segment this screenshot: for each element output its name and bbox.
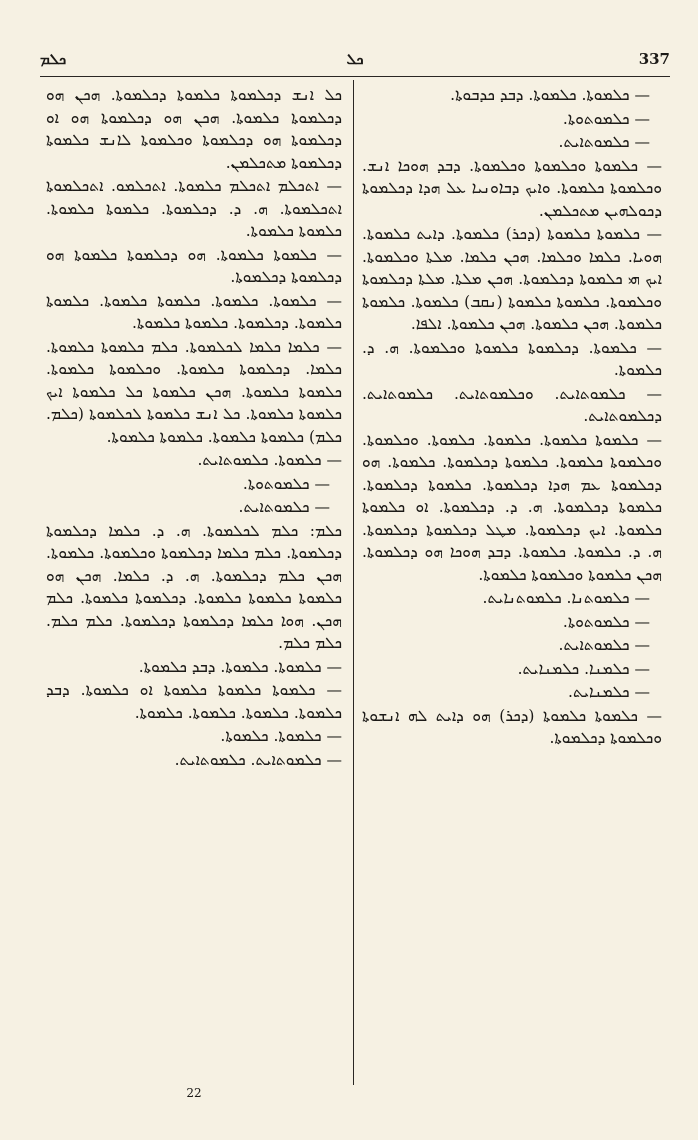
dictionary-entry: — ܟܠܡܘܬܐ ܘܟܠܡܘܬܐ ܘܟܠܡܘܬܐ. ܕܒܕ ܗܘܟܐ ܐܢܫ. ܘܟܠܡܘܬܐ ܟܠܡܘܬܐ. ܘܐܝܟ ܕܒܐܘܢܝܐ ܥܠ ܗܕܐ ܕܟܠܡܘܬܐ ܕܟܘܠܗܝܢ ܡܬܟܠܡܢ. — [362, 156, 662, 220]
dictionary-entry: — ܟܠܡܘܬܢܐ. ܟܠܡܘܬܢܐܝܬ. — [482, 589, 650, 607]
dictionary-entry: — ܟܠܡܐ ܟܠܡܐ ܠܟܠܡܘܬܐ. ܟܠܡ ܟܠܡܘܬܐ ܟܠܡܘܬܐ. ܟܠܡܐ. ܕܟܠܡܘܬܐ ܟܠܡܘܬܐ. ܘܟܠܡܘܬܐ ܟܠܡܘܬܐ. ܟܠܡܘܬܐ ܟܠܡܘܬܐ. ܗܟܢ ܟܠܡܘܬܐ ܟܠ ܟܠܡܘܬܐ ܐܝܟ ܟܠܡܘܬܐ ܟܠܡܘܬܐ. ܟܠ ܐܢܫ ܟܠܡܘܬܐ ܠܟܠܡܘܬܐ (ܟܠܡ. ܟܠܡ) ܟܠܡܘܬܐ ܟܠܡܘܬܐ. ܟܠܡܘܬܐ ܟܠܡܘܬܐ. — [46, 337, 342, 446]
left-column — [46, 84, 342, 772]
dictionary-entry: — ܟܠܡܘܬܘܬܐ. — [242, 474, 330, 493]
dictionary-entry: — ܟܠܡܘܬܐܝܬ. ܘܟܠܡܘܬܐܝܬ. ܟܠܡܘܬܐܝܬ. ܕܟܠܡܘܬܐܝܬ. — [362, 384, 662, 425]
header-center-word: ܟܠ — [346, 50, 364, 68]
dictionary-entry: — ܟܠܡܘܬܐܝܬ. — [238, 498, 330, 516]
dictionary-entry: ܟܠܡ: ܟܠܡ ܠܟܠܡܘܬܐ. ܗ. ܕ. ܟܠܡܐ ܕܟܠܡܘܬܐ ܕܟܠܡܘܬܐ. ܟܠܡ ܟܠܡܐ ܕܟܠܡܘܬܐ ܘܟܠܡܘܬܐ. ܟܠܡܘܬܐ. ܗܟܢ ܟܠܡ ܕܟܠܡܘܬܐ. ܗ. ܕ. ܟܠܡܐ. ܗܟܢ ܗܘ ܟܠܡܘܬܐ ܟܠܡܘܬܐ ܟܠܡܘܬܐ. ܕܟܠܡܘܬܐ ܟܠܡܘܬܐ. ܟܠܡ ܗܟܢ. ܗܘܐ ܟܠܡܐ ܕܟܠܡܘܬܐ ܕܟܠܡܘܬܐ. ܟܠܡ ܟܠܡ. ܟܠܡ ܟܠܡ. — [46, 521, 342, 652]
dictionary-entry: — ܟܠܡܘܬܐ. ܟܠܡܘܬܐܝܬ. — [197, 451, 342, 469]
dictionary-entry: — ܟܠܡܘܬܐ. ܟܠܡܘܬܐ. ܕܒܕ ܟܠܡܘܬܐ. — [138, 657, 342, 676]
right-column — [362, 84, 662, 751]
dictionary-entry: — ܟܠܡܘܬܐܝܬ. ܟܠܡܘܬܐܝܬ. — [174, 750, 342, 769]
dictionary-entry: — ܟܠܡܘܬܐ ܟܠܡܘܬܐ. ܟܠܡܘܬܐ. ܟܠܡܘܬܐ. ܘܟܠܡܘܬܐ. ܘܟܠܡܘܬܐ ܟܠܡܘܬܐ. ܟܠܡܘܬܐ ܕܟܠܡܘܬܐ. ܟܠܡܘܬܐ. ܗܘ ܕܟܠܡܘܬܐ ܥܡ ܗܕܐ ܕܟܠܡܘܬܐ. ܟܠܡܘܬܐ ܕܟܠܡܘܬܐ. ܟܠܡܘܬܐ ܕܟܠܡܘܬܐ. ܗ. ܕ. ܕܟܠܡܘܬܐ. ܐܘ ܟܠܡܘܬܐ ܟܠܡܘܬܐ. ܐܝܟ ܕܟܠܡܘܬܐ. ܡܛܠ ܕܟܠܡܘܬܐ ܕܟܠܡܘܬܐ. ܗ. ܕ. ܟܠܡܘܬܐ. ܟܠܡܘܬܐ. ܕܒܕ ܗܘܟܐ ܗܘ ܕܟܠܡܘܬܐ. ܗܟܢ ܟܠܡܘܬܐ ܘܟܠܡܘܬܐ ܟܠܡܘܬܐ. — [362, 430, 662, 584]
running-header — [40, 50, 670, 78]
dictionary-entry: — ܟܠܡܘܬܐ. ܕܟܠܡܘܬܐ ܟܠܡܘܬܐ ܘܟܠܡܘܬܐ. ܗ. ܕ. ܟܠܡܘܬܐ. — [362, 338, 662, 379]
dictionary-entry: — ܟܠܡܘܬܘܬܐ. — [562, 109, 650, 128]
column-divider — [353, 80, 354, 1085]
dictionary-entry: — ܐܬܟܠܡ ܐܬܟܠܡ ܟܠܡܘܬܐ. ܐܬܟܠܡܘ. ܐܬܟܠܡܘܬܐ ܐܬܟܠܡܘܬܐ. ܗ. ܕ. ܕܟܠܡܘܬܐ. ܟܠܡܘܬܐ ܟܠܡܘܬܐ. ܟܠܡܘܬܐ ܟܠܡܘܬܐ. — [46, 177, 342, 240]
dictionary-entry: — ܟܠܡܘܬܐ ܟܠܡܘܬܐ (ܕܟܪ) ܟܠܡܘܬܐ. ܕܐܝܬ ܟܠܡܘܬܐ. ܗܘܝܐ. ܟܠܡܐ ܘܟܠܡܐ. ܗܟܢ ܟܠܡܐ. ܡܠܬܐ ܘܟܠܡܘܬܐ. ܐܝܟ ܗܝ ܟܠܡܘܬܐ ܕܟܠܡܘܬܐ. ܗܟܢ ܡܠܬܐ. ܡܠܬܐ ܕܟܠܡܘܬܐ ܘܟܠܡܘܬܐ. ܟܠܡܘܬܐ ܟܠܡܘܬܐ (ܢܩܒ) ܟܠܡܘܬܐ. ܟܠܡܘܬܐ ܟܠܡܘܬܐ. ܗܟܢ ܟܠܡܘܬܐ. ܗܟܢ ܟܠܡܘܬܐ. ܐܠܦܐ. — [362, 225, 662, 333]
dictionary-entry: — ܟܠܡܘܬܐܝܬ. — [558, 133, 650, 151]
dictionary-entry: — ܟܠܡܘܬܐܝܬ. — [558, 636, 650, 654]
dictionary-entry: ܟܠ ܐܢܫ ܕܟܠܡܘܬܐ ܟܠܡܘܬܐ ܕܟܠܡܘܬܐ. ܗܟܢ ܗܘ ܕܟܠܡܘܬܐ ܟܠܡܘܬܐ. ܗܟܢ ܗܘ ܕܟܠܡܘܬܐ ܗܘ ܐܘ ܕܟܠܡܘܬܐ ܗܘ ܕܟܠܡܘܬܐ ܘܟܠܡܘܬܐ ܠܐܢܫ ܟܠܡܘܬܐ ܕܟܠܡܘܬܐ ܡܬܟܠܡܢ. — [46, 86, 342, 172]
dictionary-entry: — ܟܠܡܘܬܐ. ܟܠܡܘܬܐ. ܟܠܡܘܬܐ ܟܠܡܘܬܐ. ܟܠܡܘܬܐ ܟܠܡܘܬܐ. ܕܟܠܡܘܬܐ. ܟܠܡܘܬܐ ܟܠܡܘܬܐ. — [46, 291, 342, 332]
header-left-word: ܟܠܡ — [40, 50, 67, 68]
dictionary-entry: — ܟܠܡܘܬܐ. ܟܠܡܘܬܐ. ܕܒܕ ܟܕܒܘܬܐ. — [450, 86, 650, 104]
header-rule — [40, 76, 670, 77]
dictionary-entry: — ܟܠܡܢܐܝܬ. — [568, 683, 650, 701]
dictionary-entry: — ܟܠܡܘܬܐ ܟܠܡܘܬܐ (ܕܟܪ) ܗܘ ܕܐܝܬ ܠܗ ܐܢܫܘܬܐ ܘܟܠܡܘܬܐ ܕܟܠܡܘܬܐ. — [362, 706, 662, 747]
dictionary-entry: — ܟܠܡܘܬܘܬܐ. — [562, 612, 650, 631]
dictionary-entry: — ܟܠܡܘܬܐ ܟܠܡܘܬܐ ܟܠܡܘܬܐ ܐܘ ܟܠܡܘܬܐ. ܕܒܕ ܟܠܡܘܬܐ. ܟܠܡܘܬܐ. ܟܠܡܘܬܐ. ܟܠܡܘܬܐ. — [46, 681, 342, 722]
dictionary-entry: — ܟܠܡܘܬܐ. ܟܠܡܘܬܐ. — [220, 727, 342, 745]
dictionary-entry: — ܟܠܡܢܐ. ܟܠܡܢܐܝܬ. — [517, 659, 650, 678]
page-number: 337 — [638, 50, 670, 68]
dictionary-entry: — ܟܠܡܘܬܐ ܟܠܡܘܬܐ. ܗܘ ܕܟܠܡܘܬܐ ܟܠܡܘܬܐ ܗܘ ܕܟܠܡܘܬܐ ܕܟܠܡܘܬܐ. — [46, 245, 342, 286]
signature-mark: 22 — [186, 1086, 202, 1100]
